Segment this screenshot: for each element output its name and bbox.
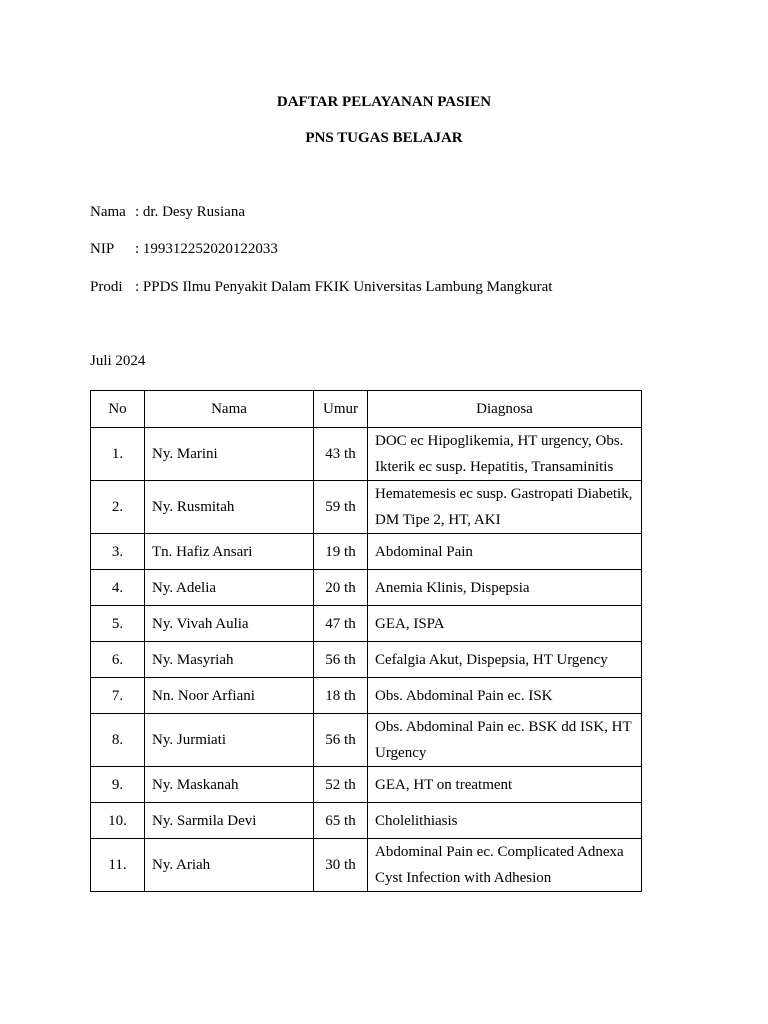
header-no: No xyxy=(91,391,145,428)
cell-diagnosa: Hematemesis ec susp. Gastropati Diabetik, DM Tipe 2, HT, AKI xyxy=(368,481,642,534)
cell-no: 10. xyxy=(91,803,145,839)
cell-umur: 59 th xyxy=(314,481,368,534)
cell-diagnosa: DOC ec Hipoglikemia, HT urgency, Obs. Ikterik ec susp. Hepatitis, Transaminitis xyxy=(368,428,642,481)
cell-no: 9. xyxy=(91,767,145,803)
cell-nama: Ny. Ariah xyxy=(145,839,314,892)
cell-diagnosa: Cholelithiasis xyxy=(368,803,642,839)
cell-diagnosa: GEA, HT on treatment xyxy=(368,767,642,803)
cell-diagnosa: Anemia Klinis, Dispepsia xyxy=(368,570,642,606)
info-nama-label: Nama xyxy=(90,204,126,220)
cell-diagnosa: Abdominal Pain ec. Complicated Adnexa Cyst Infection with Adhesion xyxy=(368,839,642,892)
info-prodi-value: : PPDS Ilmu Penyakit Dalam FKIK Universitas Lambung Mangkurat xyxy=(135,279,553,295)
cell-nama: Ny. Maskanah xyxy=(145,767,314,803)
report-month: Juli 2024 xyxy=(90,353,146,369)
cell-diagnosa: Abdominal Pain xyxy=(368,534,642,570)
cell-umur: 30 th xyxy=(314,839,368,892)
info-nip-label: NIP xyxy=(90,241,115,257)
cell-nama: Ny. Marini xyxy=(145,428,314,481)
cell-umur: 52 th xyxy=(314,767,368,803)
cell-no: 1. xyxy=(91,428,145,481)
cell-nama: Ny. Adelia xyxy=(145,570,314,606)
table-row xyxy=(91,534,642,570)
cell-no: 3. xyxy=(91,534,145,570)
cell-no: 2. xyxy=(91,481,145,534)
cell-umur: 20 th xyxy=(314,570,368,606)
cell-umur: 56 th xyxy=(314,642,368,678)
table-header-row xyxy=(91,391,642,428)
cell-nama: Ny. Sarmila Devi xyxy=(145,803,314,839)
cell-nama: Nn. Noor Arfiani xyxy=(145,678,314,714)
table-row xyxy=(91,570,642,606)
header-umur: Umur xyxy=(314,391,368,428)
table-row xyxy=(91,767,642,803)
table-row xyxy=(91,428,642,481)
cell-no: 6. xyxy=(91,642,145,678)
cell-no: 8. xyxy=(91,714,145,767)
header-nama: Nama xyxy=(145,391,314,428)
cell-nama: Ny. Vivah Aulia xyxy=(145,606,314,642)
cell-diagnosa: GEA, ISPA xyxy=(368,606,642,642)
info-prodi-label: Prodi xyxy=(90,279,123,295)
cell-no: 7. xyxy=(91,678,145,714)
table-body xyxy=(91,428,642,892)
info-prodi xyxy=(90,279,552,296)
info-nip-value: : 199312252020122033 xyxy=(135,241,278,257)
cell-no: 11. xyxy=(91,839,145,892)
info-nama xyxy=(90,204,245,221)
cell-umur: 43 th xyxy=(314,428,368,481)
info-nama-value: : dr. Desy Rusiana xyxy=(135,204,245,220)
cell-umur: 65 th xyxy=(314,803,368,839)
cell-nama: Tn. Hafiz Ansari xyxy=(145,534,314,570)
document-subtitle: PNS TUGAS BELAJAR xyxy=(305,130,463,146)
table-row xyxy=(91,678,642,714)
cell-nama: Ny. Jurmiati xyxy=(145,714,314,767)
cell-no: 5. xyxy=(91,606,145,642)
table-row xyxy=(91,714,642,767)
cell-umur: 47 th xyxy=(314,606,368,642)
table-row xyxy=(91,642,642,678)
table-row xyxy=(91,803,642,839)
table-row xyxy=(91,606,642,642)
table-row xyxy=(91,839,642,892)
patient-table xyxy=(90,390,642,892)
cell-diagnosa: Obs. Abdominal Pain ec. ISK xyxy=(368,678,642,714)
cell-diagnosa: Cefalgia Akut, Dispepsia, HT Urgency xyxy=(368,642,642,678)
header-diagnosa: Diagnosa xyxy=(368,391,642,428)
document-title: DAFTAR PELAYANAN PASIEN xyxy=(276,94,492,110)
info-nip xyxy=(90,241,278,258)
table-row xyxy=(91,481,642,534)
cell-umur: 19 th xyxy=(314,534,368,570)
cell-umur: 18 th xyxy=(314,678,368,714)
cell-diagnosa: Obs. Abdominal Pain ec. BSK dd ISK, HT Urgency xyxy=(368,714,642,767)
cell-no: 4. xyxy=(91,570,145,606)
cell-umur: 56 th xyxy=(314,714,368,767)
cell-nama: Ny. Rusmitah xyxy=(145,481,314,534)
cell-nama: Ny. Masyriah xyxy=(145,642,314,678)
